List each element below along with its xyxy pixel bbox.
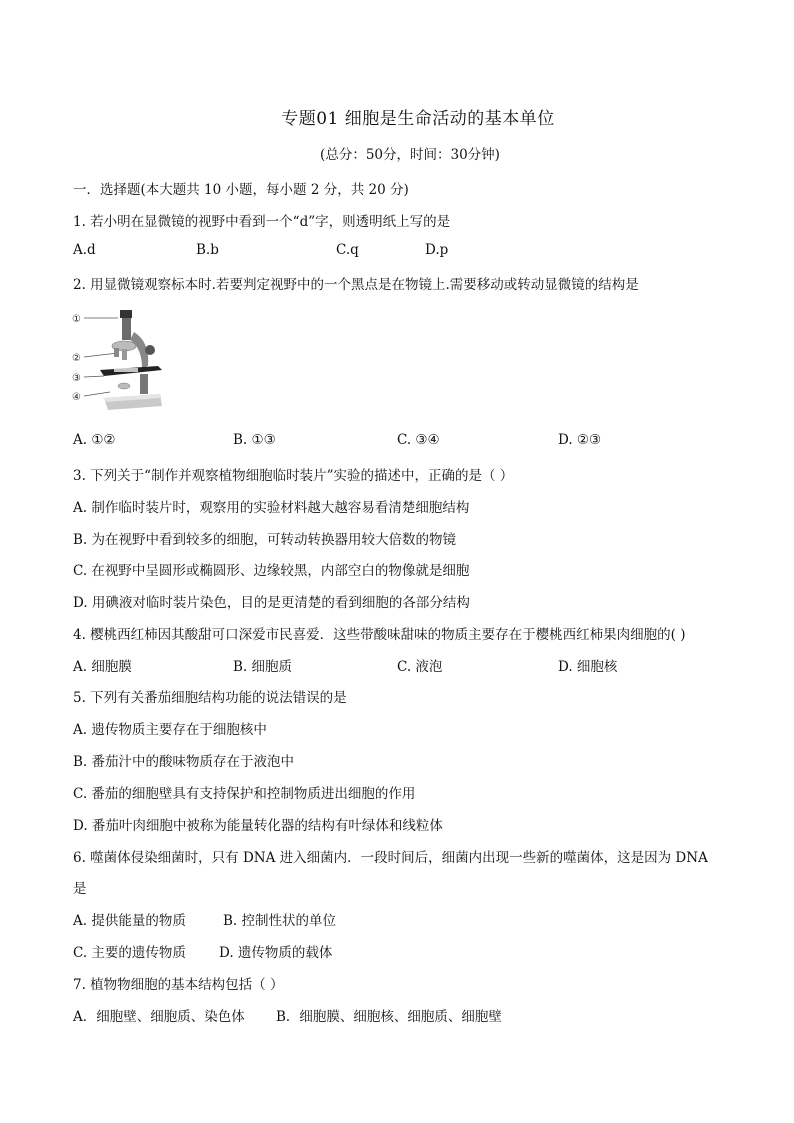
q5-option-b: B. 番茄汁中的酸味物质存在于液泡中 (73, 754, 295, 770)
q4-option-d: D. 细胞核 (558, 659, 618, 675)
page-subtitle: (总分：50分，时间：30分钟) (320, 147, 500, 163)
q3-option-a: A. 制作临时装片时，观察用的实验材料越大越容易看清楚细胞结构 (73, 500, 470, 516)
q1-option-c: C.q (336, 242, 359, 258)
label-1: ① (72, 314, 81, 325)
q2-option-c: C. ③④ (397, 432, 440, 448)
label-4: ④ (72, 392, 81, 403)
q6-option-d: D. 遗传物质的载体 (219, 945, 333, 961)
q5-option-a: A. 遗传物质主要存在于细胞核中 (73, 722, 267, 738)
q7-option-a: A．细胞壁、细胞质、染色体 (73, 1009, 245, 1025)
q6-option-a: A. 提供能量的物质 (73, 913, 186, 929)
q5-option-d: D. 番茄叶肉细胞中被称为能量转化器的结构有叶绿体和线粒体 (73, 818, 443, 834)
label-2: ② (72, 353, 81, 364)
q2-option-b: B. ①③ (233, 432, 276, 448)
question-6-stem-line1: 6. 噬菌体侵染细菌时，只有 DNA 进入细菌内．一段时间后，细菌内出现一些新的噬菌体，这是因为 DNA (73, 850, 708, 866)
q6-option-c: C. 主要的遗传物质 (73, 945, 186, 961)
q4-option-b: B. 细胞质 (233, 659, 293, 675)
q6-option-b: B. 控制性状的单位 (223, 913, 337, 929)
q1-option-b: B.b (196, 242, 219, 258)
q1-option-d: D.p (425, 242, 449, 258)
question-6-stem-line2: 是 (73, 881, 87, 897)
label-3: ③ (72, 373, 81, 384)
q5-option-c: C. 番茄的细胞壁具有支持保护和控制物质进出细胞的作用 (73, 786, 416, 802)
q4-option-a: A. 细胞膜 (73, 659, 132, 675)
question-4-stem: 4. 樱桃西红柿因其酸甜可口深爱市民喜爱．这些带酸味甜味的物质主要存在于樱桃西红柿果肉细胞的( ) (73, 627, 686, 643)
page-title: 专题01 细胞是生命活动的基本单位 (281, 109, 555, 129)
question-3-stem: 3. 下列关于“制作并观察植物细胞临时装片”实验的描述中，正确的是（ ） (73, 468, 514, 484)
q4-option-c: C. 液泡 (397, 659, 443, 675)
q1-option-a: A.d (73, 242, 96, 258)
q3-option-b: B. 为在视野中看到较多的细胞，可转动转换器用较大倍数的物镜 (73, 532, 457, 548)
figure-labels (72, 314, 81, 403)
q2-option-a: A. ①② (73, 432, 116, 448)
microscope-figure (70, 306, 170, 414)
q2-option-d: D. ②③ (558, 432, 602, 448)
q3-option-d: D. 用碘液对临时装片染色，目的是更清楚的看到细胞的各部分结构 (73, 595, 470, 611)
question-2-stem: 2. 用显微镜观察标本时.若要判定视野中的一个黑点是在物镜上.需要移动或转动显微镜的结构是 (73, 277, 639, 293)
q7-option-b: B．细胞膜、细胞核、细胞质、细胞壁 (276, 1009, 502, 1025)
section-heading: 一．选择题(本大题共 10 小题，每小题 2 分，共 20 分) (73, 182, 409, 198)
q3-option-c: C. 在视野中呈圆形或椭圆形、边缘较黑，内部空白的物像就是细胞 (73, 563, 470, 579)
question-7-stem: 7. 植物物细胞的基本结构包括（ ） (73, 977, 284, 993)
question-1-stem: 1. 若小明在显微镜的视野中看到一个“d”字，则透明纸上写的是 (73, 214, 451, 230)
question-5-stem: 5. 下列有关番茄细胞结构功能的说法错误的是 (73, 690, 347, 706)
